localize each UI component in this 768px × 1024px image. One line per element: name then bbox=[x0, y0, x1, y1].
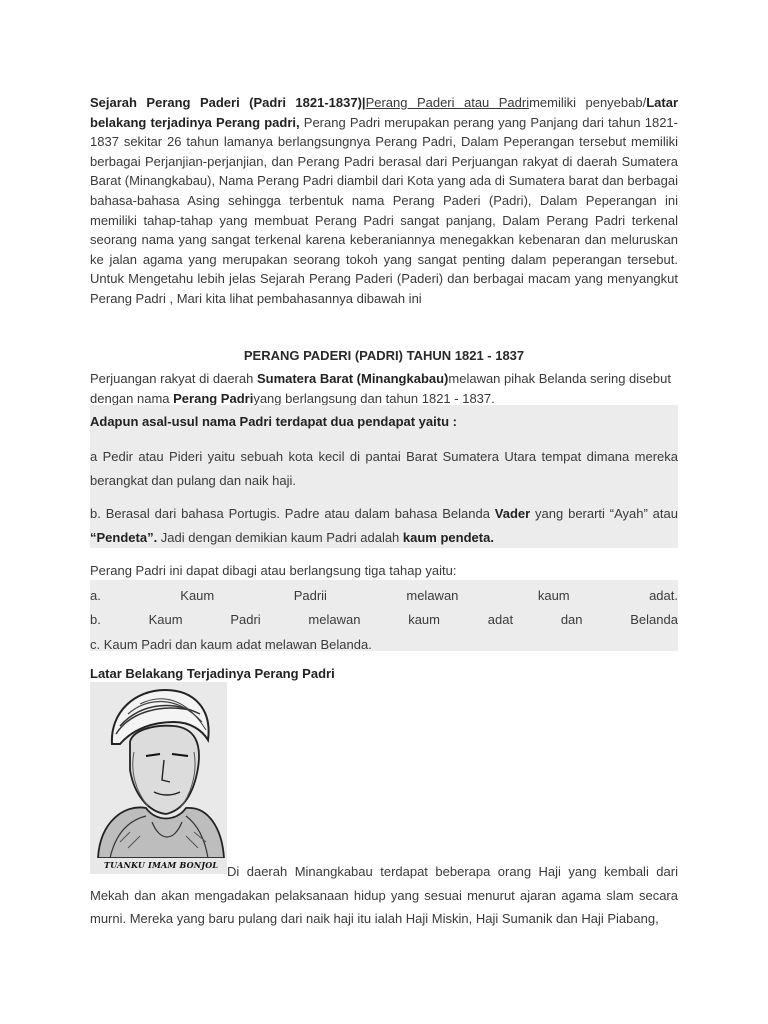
intro-after-link: memiliki penyebab/ bbox=[529, 95, 647, 110]
stage-a bbox=[90, 588, 678, 603]
origin-b-text-2: yang berarti “Ayah” atau bbox=[530, 506, 678, 521]
origin-b-text-1: b. Berasal dari bahasa Portugis. Padre atau dalam bahasa Belanda bbox=[90, 506, 495, 521]
struggle-paragraph bbox=[90, 369, 678, 408]
para-text-1: Perjuangan rakyat di daerah bbox=[90, 371, 257, 386]
origin-point-b bbox=[90, 502, 678, 550]
stage-b-word: melawan bbox=[308, 612, 361, 627]
intro-latar-bold: Latar belakang terjadinya Perang padri, bbox=[90, 95, 679, 130]
origin-point-a: a Pedir atau Pideri yaitu sebuah kota kecil di pantai Barat Sumatera Utara tempat dimana mereka berangkat dan pulang dan naik haji. bbox=[90, 449, 678, 488]
stage-b-word: Kaum bbox=[148, 612, 183, 627]
para-text-2: melawan pihak Belanda sering disebut dengan nama bbox=[90, 371, 671, 406]
stage-b-word: adat bbox=[487, 612, 514, 627]
stage-a-word: Padrii bbox=[293, 588, 327, 603]
stage-a-word: melawan bbox=[406, 588, 459, 603]
intro-paragraph bbox=[90, 93, 678, 309]
origin-b-bold-2: “Pendeta”. bbox=[90, 530, 158, 545]
intro-body: Perang Padri merupakan perang yang Panjang dari tahun 1821-1837 sekitar 26 tahun lamanya berlangsungnya Perang Padri, Dalam Peperangan tersebut memiliki berbagai Perjanjian-perjanjian, dan Perang Padri berasal dari Perjuangan rakyat di daerah Sumatera Barat (Minangkabau), Nama Perang Padri diambil dari Kota yang ada di Sumatera barat dan berbagai bahasa-bahasa Asing sehingga terbentuk nama Perang Paderi (Padri), Dalam Peperangan ini memiliki tahap-tahap yang membuat Perang Padri sangat panjang, Dalam Perang Padri terkenal seorang nama yang sangat terkenal karena keberaniannya menegakkan kebenaran dan meluruskan ke jalan agama yang merupakan seorang tokoh yang sangat penting dalam peperangan tersebut. Untuk Mengetahu lebih jelas Sejarah Perang Paderi (Paderi) dan berbagai macam yang menyangkut Perang Padri , Mari kita lihat pembahasannya dibawah ini bbox=[90, 114, 678, 306]
latar-heading: Latar Belakang Terjadinya Perang Padri bbox=[90, 666, 335, 681]
history-text: Di daerah Minangkabau terdapat beberapa orang Haji yang kembali dari Mekah dan akan mengadakan pelaksanaan hidup yang sesuai menurut ajaran agama slam secara murni. Mereka yang baru pulang dari naik haji itu ialah Haji Miskin, Haji Sumanik dan Haji Piabang, bbox=[90, 864, 678, 926]
origin-b-text-3: Jadi dengan demikian kaum Padri adalah bbox=[157, 530, 403, 545]
stage-c: c. Kaum Padri dan kaum adat melawan Belanda. bbox=[90, 637, 372, 652]
portrait-caption: TUANKU IMAM BONJOL bbox=[104, 860, 219, 870]
portrait-drawing bbox=[90, 682, 227, 858]
stage-b-word: kaum bbox=[408, 612, 440, 627]
stage-b-word: b. bbox=[90, 612, 101, 627]
para-bold-1: Sumatera Barat (Minangkabau) bbox=[256, 371, 449, 386]
origin-b-bold-1: Vader bbox=[494, 506, 531, 521]
origin-box bbox=[90, 405, 678, 548]
perang-padri-link[interactable]: Perang Paderi atau Padri bbox=[365, 95, 530, 110]
origin-question: Adapun asal-usul nama Padri terdapat dua pendapat yaitu : bbox=[90, 414, 457, 429]
para-bold-2: Perang Padri bbox=[173, 390, 254, 406]
intro-title: Sejarah Perang Paderi (Padri 1821-1837)| bbox=[90, 95, 366, 110]
stage-b-word: dan bbox=[560, 612, 583, 627]
stages-intro: Perang Padri ini dapat dibagi atau berlangsung tiga tahap yaitu: bbox=[90, 563, 457, 578]
stage-a-word: a. bbox=[90, 588, 101, 603]
stage-b-word: Padri bbox=[230, 612, 261, 627]
para-text-3: yang berlangsung dan tahun 1821 - 1837. bbox=[253, 390, 495, 406]
stage-b bbox=[90, 612, 678, 627]
stage-a-word: Kaum bbox=[180, 588, 215, 603]
origin-b-bold-3: kaum pendeta. bbox=[402, 530, 494, 545]
stages-box bbox=[90, 580, 678, 651]
history-paragraph bbox=[90, 860, 678, 931]
stage-b-word: Belanda bbox=[630, 612, 678, 627]
portrait-image bbox=[90, 682, 227, 874]
stage-a-word: kaum bbox=[537, 588, 570, 603]
section-heading: PERANG PADERI (PADRI) TAHUN 1821 - 1837 bbox=[243, 348, 525, 363]
stage-a-word: adat. bbox=[649, 588, 678, 603]
